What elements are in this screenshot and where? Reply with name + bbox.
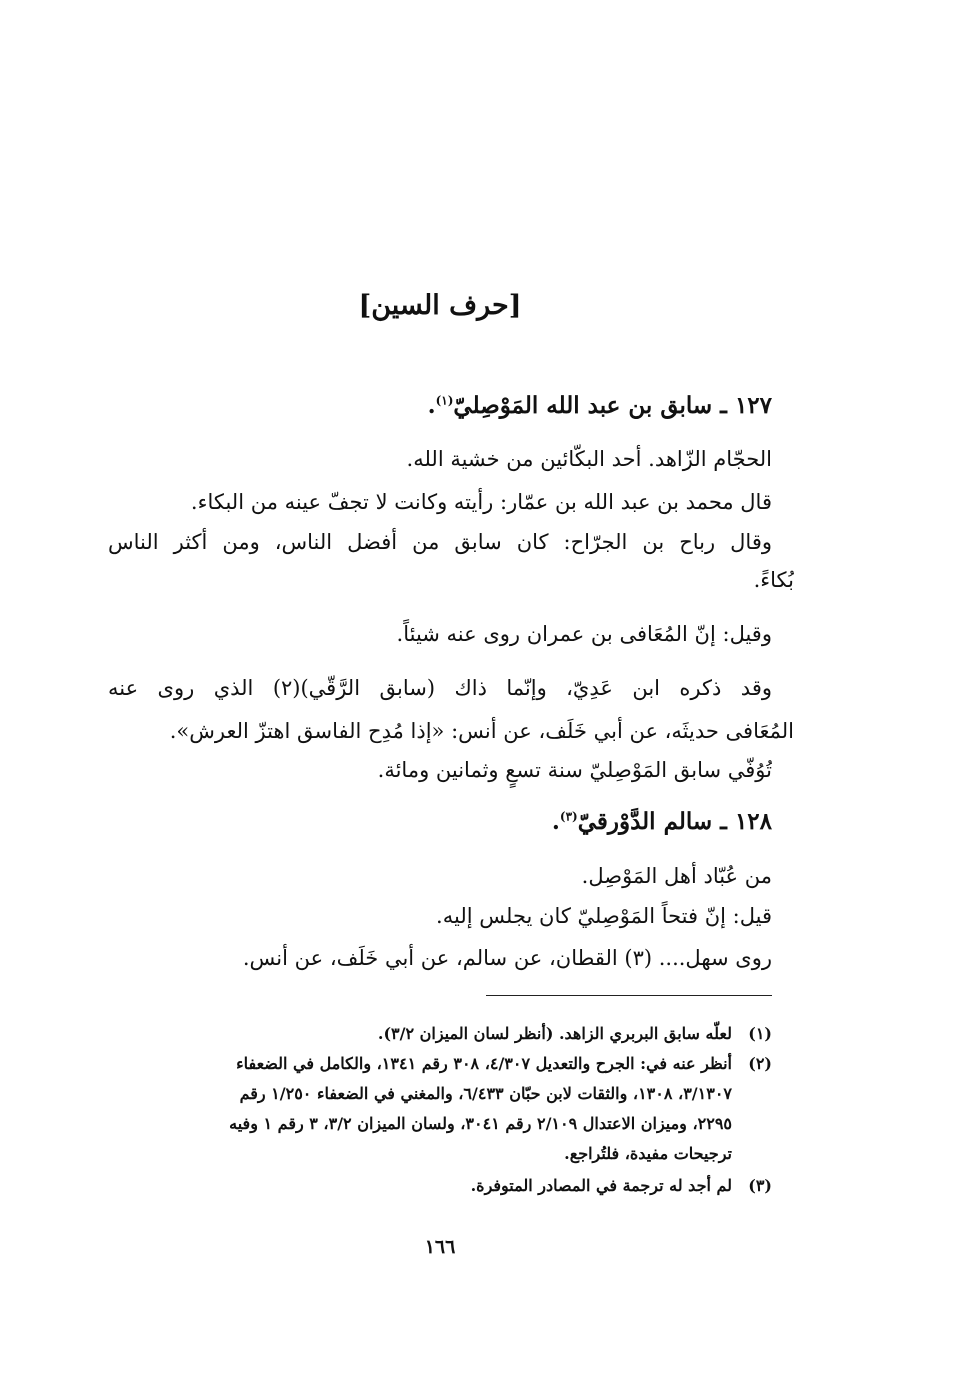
footnote-2-cont: ترجيحات مفيدة، فلتُراجع. [564, 1144, 732, 1163]
body-line: وقال رباح بن الجرّاح: كان سابق من أفضل الناس، ومن أكثر الناس [108, 530, 772, 554]
footnote-divider [486, 995, 772, 996]
footnote-2-cont: ٣/١٣٠٧، ١٣٠٨، والثقات لابن حبّان ٦/٤٣٣، والمغني في الضعفاء ١/٢٥٠ رقم [239, 1084, 732, 1103]
entry-title-text: ١٢٨ ـ سالم الدَّوْرقيّ [577, 808, 772, 835]
footnote-number: (٣) [748, 1176, 772, 1195]
footnote-ref: (٣) [559, 809, 578, 824]
footnote-text: لعلّه سابق البربري الزاهد. (أنظر لسان الميزان ٣/٢). [377, 1024, 732, 1043]
body-line: الحجّام الزّاهد. أحد البكّائين من خشية الله. [406, 447, 772, 471]
document-page [108, 0, 794, 1380]
page-number: ١٦٦ [424, 1236, 456, 1258]
footnote-text: أنظر عنه في: الجرح والتعديل ٤/٣٠٧، ٣٠٨ رقم ١٣٤١، والكامل في الضعفاء [236, 1054, 732, 1073]
body-line: من عُبّاد أهل المَوْصِل. [581, 864, 772, 888]
footnote-2 [108, 1050, 772, 1078]
footnote-text: لم أجد له ترجمة في المصادر المتوفرة. [470, 1176, 732, 1195]
body-line: وقيل: إنّ المُعَافى بن عمران روى عنه شيئاً. [396, 622, 772, 646]
footnote-1 [108, 1020, 772, 1048]
footnote-ref: (١) [435, 393, 454, 408]
body-line: بُكاءً. [753, 568, 794, 592]
body-line: المُعَافى حديثَه، عن أبي خَلَف، عن أنس: «إذا مُدِح الفاسق اهتزّ العرش». [169, 719, 794, 743]
section-heading: [حرف السين] [358, 290, 522, 321]
body-line: قيل: إنّ فتحاً المَوْصِليّ كان يجلس إليه. [436, 904, 772, 928]
footnote-number: (١) [748, 1024, 772, 1043]
footnote-2-cont: ٢٢٩٥، وميزان الاعتدال ٢/١٠٩ رقم ٣٠٤١، ولسان الميزان ٣/٢، ٣ رقم ١ وفيه [229, 1114, 732, 1133]
body-line: روى سهل.... (٣) القطان، عن سالم، عن أبي خَلَف، عن أنس. [242, 946, 772, 970]
footnote-3 [108, 1172, 772, 1200]
body-line: وقد ذكره ابن عَدِيّ، وإنّما ذاك (سابق الرَّقّي)(٢) الذي روى عنه [108, 676, 772, 700]
entry-128-title: ١٢٨ ـ سالم الدَّوْرقيّ$^{(٣)}$. [551, 808, 772, 835]
body-line: تُوُفّي سابق المَوْصِليّ سنة تسعٍ وثمانين ومائة. [377, 758, 772, 782]
body-line: قال محمد بن عبد الله بن عمّار: رأيته وكانت لا تجفّ عينه من البكاء. [190, 490, 772, 514]
footnote-number: (٢) [748, 1054, 772, 1073]
entry-title-text: ١٢٧ ـ سابق بن عبد الله المَوْصِليّ [453, 392, 772, 419]
entry-127-title: ١٢٧ ـ سابق بن عبد الله المَوْصِليّ$^{(١)}$. [427, 392, 772, 419]
